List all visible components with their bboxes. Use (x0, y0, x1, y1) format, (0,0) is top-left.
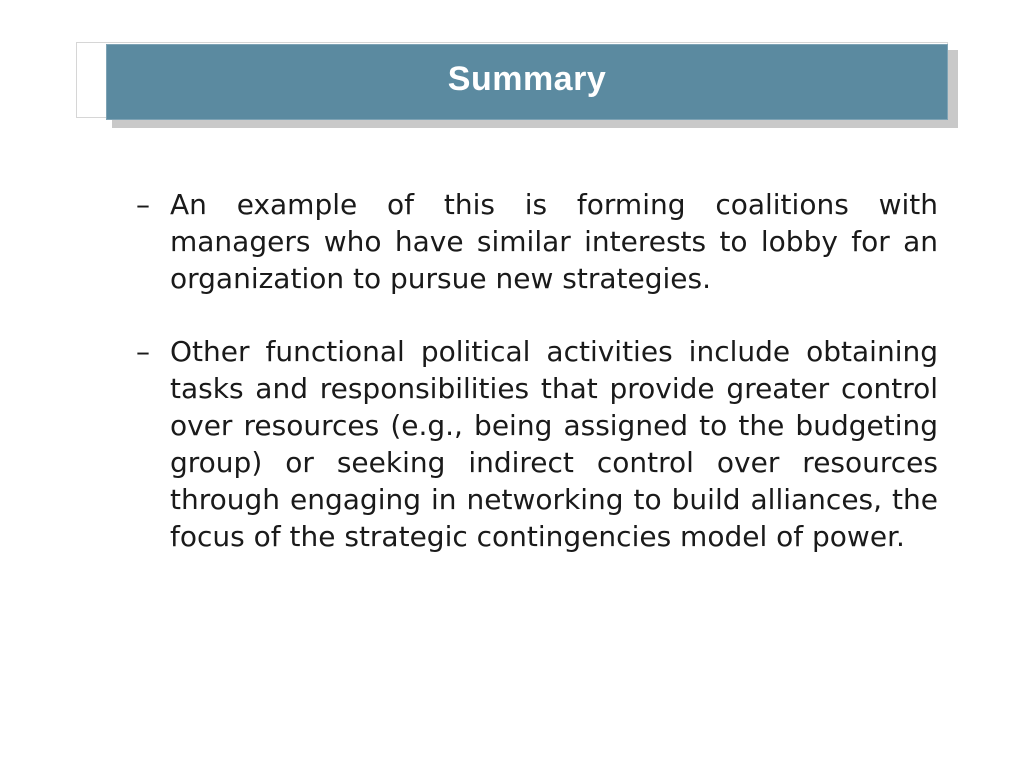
bullet-text: An example of this is forming coalitions with managers who have similar interests to lobby for an organization to pursue new strategies. (170, 188, 938, 295)
bullet-item (136, 333, 938, 555)
title-bar (106, 44, 948, 120)
bullet-item (136, 186, 938, 297)
slide-title: Summary (447, 59, 607, 98)
bullet-text: Other functional political activities include obtaining tasks and responsibilities that provide greater control over resources (e.g., being assigned to the budgeting group) or seeking indirect control over resources through engaging in networking to build alliances, the focus of the strategic contingencies model of power. (170, 335, 938, 553)
slide-content (136, 186, 938, 591)
bullet-dash: – (136, 335, 150, 368)
bullet-dash: – (136, 188, 150, 221)
